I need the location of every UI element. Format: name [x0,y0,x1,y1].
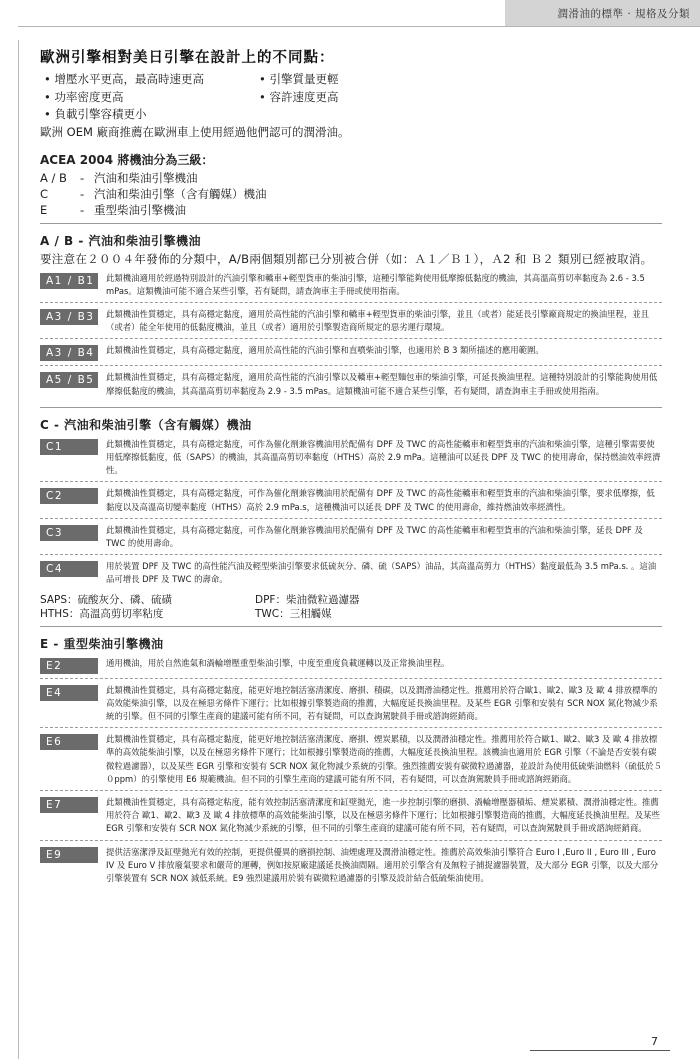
spec-item [40,267,662,302]
class-key: E [40,202,48,217]
spec-item [40,519,662,554]
bullet-item: • 引擎質量更輕 [259,71,519,89]
spec-badge: E4 [40,685,98,701]
intro-note: 歐洲 OEM 廠商推薦在歐洲車上使用經過他們認可的潤滑油。 [40,124,350,139]
spec-badge: E6 [40,734,98,750]
class-desc: 汽油和柴油引擎（含有觸媒）機油 [94,186,267,201]
abbreviation-list [40,593,662,621]
spec-badge: E9 [40,847,98,863]
spec-desc: 用於裝置 DPF 及 TWC 的高性能汽油及輕型柴油引擎要求低硫灰分、磷、硫（SAPS）油品，其高溫高剪力（HTHS）黏度最低為 3.5 mPa.s. 。這油品可增長 DPF 及 TWC 的壽命。 [106,561,657,585]
section-divider [40,223,662,224]
class-desc: 汽油和柴油引擎機油 [94,170,198,185]
spec-badge: C4 [40,561,98,577]
spec-desc: 此類機油性質穩定，具有高穩定黏度，能更好地控制活塞清潔度、磨損、煙炭累積，以及潤滑油穩定性。推薦用於符合歐1、歐2、歐3 及 歐 4 排放標準的高效能柴油引擎，以及在極惡劣條件下運行；比如根據引擎製造商的推薦，大幅度延長換油里程。該機油也適用於 EGR 引擎（不論是否安裝有碳微粒過濾器），以及某些 EGR 引擎和安裝有 SCR NOX 氮化物減少系統的引擎。強烈推薦安裝有碳微粒過濾器，並設計為使用低硫柴油燃料（硫低於５０ppm）的引擎使用 E6 規範機油。但不同的引擎生產商的建議可能有所不同，若有疑問，可以查詢駕駛員手冊或諮詢經銷商。 [106,734,662,784]
acea-class-row [40,202,662,218]
spec-desc: 此類機油性質穩定，具有高穩定黏度，可作為催化劑兼容機油用於配備有 DPF 及 TWC 的高性能轎車和輕型貨車的汽油和柴油引擎，延長 DPF 及 TWC 的使用壽命。 [106,524,643,548]
spec-desc: 提供活塞潔淨及缸壁拋光有效的控制，更提供優異的磨損控制、油煙處理及潤滑油穩定性。推薦於高效柴油引擎符合 Euro I ,Euro II , Euro III , Euro IV 及 Euro V 排放廢氣要求和嚴苛的運轉，例如按原廠建議延長換油間隔。適用於引擎含有及無粒子捕捉濾器裝置，及大部分 EGR 引擎，以及大部分引擎裝置有 SCR NOX 減低系統。E9 強烈建議用於裝有碳微粒過濾器的引擎及設計結合低硫柴油使用。 [106,846,659,883]
class-dash: - [80,170,85,185]
page-number: 7 [651,1035,658,1048]
spec-desc: 此類機油性質穩定，具有高穩定黏度，適用於高性能的汽油引擎和直噴柴油引擎，也適用於 B 3 類所描述的應用範圍。 [106,345,544,356]
section-e-title: E - 重型柴油引擎機油 [40,636,164,651]
spec-desc: 此類機油性質穩定，具有高穩定黏度，適用於高性能的汽油引擎以及轎車+輕型麵包車的柴油引擎，可延長換油里程。這種特別設計的引擎能夠使用低摩擦低黏度的機油，其高溫高剪切率黏度為 2.9 - 3.5 mPas。這類機油可能不適合某些引擎，若有疑問，請查詢車主手冊或使用指南。 [106,372,658,396]
section-ab-title: A / B - 汽油和柴油引擎機油 [40,233,202,248]
section-c-title: C - 汽油和柴油引擎（含有觸媒）機油 [40,417,252,432]
spec-item [40,366,662,401]
section-ab-intro: 要注意在２００４年發佈的分類中，A/B兩個類別都已分別被合併（如：Ａ１／Ｂ１），Ａ2 和 Ｂ２ 類別已經被取消。 [40,251,653,266]
spec-desc: 此類機油適用於經過特別設計的汽油引擎和轎車+輕型貨車的柴油引擎，這種引擎能夠使用低摩擦低黏度的機油，其高溫高剪切率黏度為 2.6 - 3.5 mPas。這類機油可能不適合某些引擎，若有疑問，請查詢車主手冊或使用指南。 [106,272,645,296]
spec-item [40,679,662,728]
left-margin-rule [18,40,19,1059]
spec-desc: 此類機油性質穩定，具有高穩定黏度，可作為催化劑兼容機油用於配備有 DPF 及 TWC 的高性能轎車和輕型貨車的汽油和柴油引擎，要求低摩擦，低黏度以及高溫高切變率黏度（HTHS）高於 2.9 mPa.s，這種機油可以延長 DPF 及 TWC 的使用壽命，維持燃油效率經濟性。 [106,488,655,512]
class-desc: 重型柴油引擎機油 [94,202,186,217]
bullet-item: • 增壓水平更高，最高時速更高 [44,71,259,89]
bullet-item: • 負載引擎容積更小 [44,106,519,124]
spec-badge: C2 [40,488,98,504]
intro-title: 歐洲引擎相對美日引擎在設計上的不同點： [40,50,335,66]
header-title: 潤滑油的標準 ‧ 規格及分類 [557,8,690,20]
header-right-band [505,0,700,26]
spec-badge: A5 / B5 [40,372,98,388]
spec-desc: 通用機油，用於自然進氣和渦輪增壓重型柴油引擎，中度至重度負載運轉以及正常換油里程。 [106,657,450,668]
acea-class-row [40,170,662,186]
abbreviation-item: TWC：三相觸媒 [255,607,332,620]
section-divider [40,407,662,408]
spec-badge: C3 [40,525,98,541]
section-divider [40,626,662,627]
spec-desc: 此類機油性質穩定，具有高穩定粘度，能有效控制活塞清潔度和缸壁拋光，進一步控制引擎的磨損、渦輪增壓器積垢、煙炭累積、潤滑油穩定性。推薦用於符合 歐1、歐2、歐3 及 歐 4 排放標準的高效能柴油引擎，以及在極惡劣條件下運行；比如根據引擎製造商的推薦，大幅度延長換油里程。及某些EGR 引擎和安裝有 SCR NOX 氮化物減少系統的引擎，但不同的引擎生產商的建議可能有所不同，若有疑問，可以查詢駕駛員手冊或諮詢經銷商。 [106,796,660,834]
spec-item [40,791,662,840]
spec-badge: A3 / B3 [40,309,98,325]
class-key: A / B [40,170,67,185]
spec-desc: 此類機油性質穩定，具有高穩定黏度，可作為催化劑兼容機油用於配備有 DPF 及 TWC 的高性能轎車和輕型貨車的汽油和柴油引擎，這種引擎需要使用低摩擦低黏度，低（SAPS）的機油，其高溫高剪切率黏度（HTHS）高於 2.9 mPa。這種油可以延長 DPF 及 TWC 的使用壽命，保持燃油效率經濟性。 [106,438,661,476]
spec-item [40,728,662,790]
page-content [40,46,662,889]
footer-rule [530,1050,670,1051]
spec-badge: E7 [40,797,98,813]
intro-bullets [44,71,662,124]
spec-item [40,841,662,890]
spec-desc: 此類機油性質穩定，具有高穩定黏度，適用於高性能的汽油引擎和轎車+輕型貨車的柴油引擎，並且（或者）能延長引擎廠商規定的換油里程，並且（或者）能全年使用的低黏度機油，並且（或者）適用於引擎製造商所規定的惡劣運行環境。 [106,308,650,333]
acea-class-row [40,186,662,202]
spec-desc: 此類機油性質穩定，具有高穩定黏度，能更好地控制活塞清潔度、磨損、積碳，以及潤滑油穩定性。推薦用於符合歐1、歐2、歐3 及 歐 4 排放標準的高效能柴油引擎，以及在極惡劣條件下運行；比如根據引擎製造商的推薦，大幅度延長換油里程。及某些 EGR 引擎和安裝有 SCR NOX 氮化物減少系統的引擎。但不同的引擎生產商的建議可能有所不同，若有疑問，可以查詢駕駛員手冊或諮詢經銷商。 [106,684,658,721]
spec-badge: A1 / B1 [40,273,98,289]
abbreviation-item: SAPS：硫酸灰分、磷、硫磺 [40,593,173,606]
spec-badge: C1 [40,439,98,455]
page-header [0,0,700,26]
spec-badge: E2 [40,658,98,674]
spec-item [40,652,662,678]
bullet-item: • 容許速度更高 [259,89,519,107]
spec-badge: A3 / B4 [40,345,98,361]
spec-item [40,303,662,338]
spec-item [40,555,662,590]
bullet-item: • 功率密度更高 [44,89,259,107]
abbreviation-item: HTHS：高溫高剪切率粘度 [40,607,164,620]
abbreviation-item: DPF：柴油微粒過濾器 [255,593,360,606]
header-divider [18,26,700,27]
header-left-band [0,0,505,26]
spec-item [40,339,662,365]
spec-item [40,433,662,482]
class-dash: - [80,202,85,217]
class-key: C [40,186,49,201]
acea-title: ACEA 2004 將機油分為三級： [40,152,214,167]
class-dash: - [80,186,85,201]
spec-item [40,482,662,517]
